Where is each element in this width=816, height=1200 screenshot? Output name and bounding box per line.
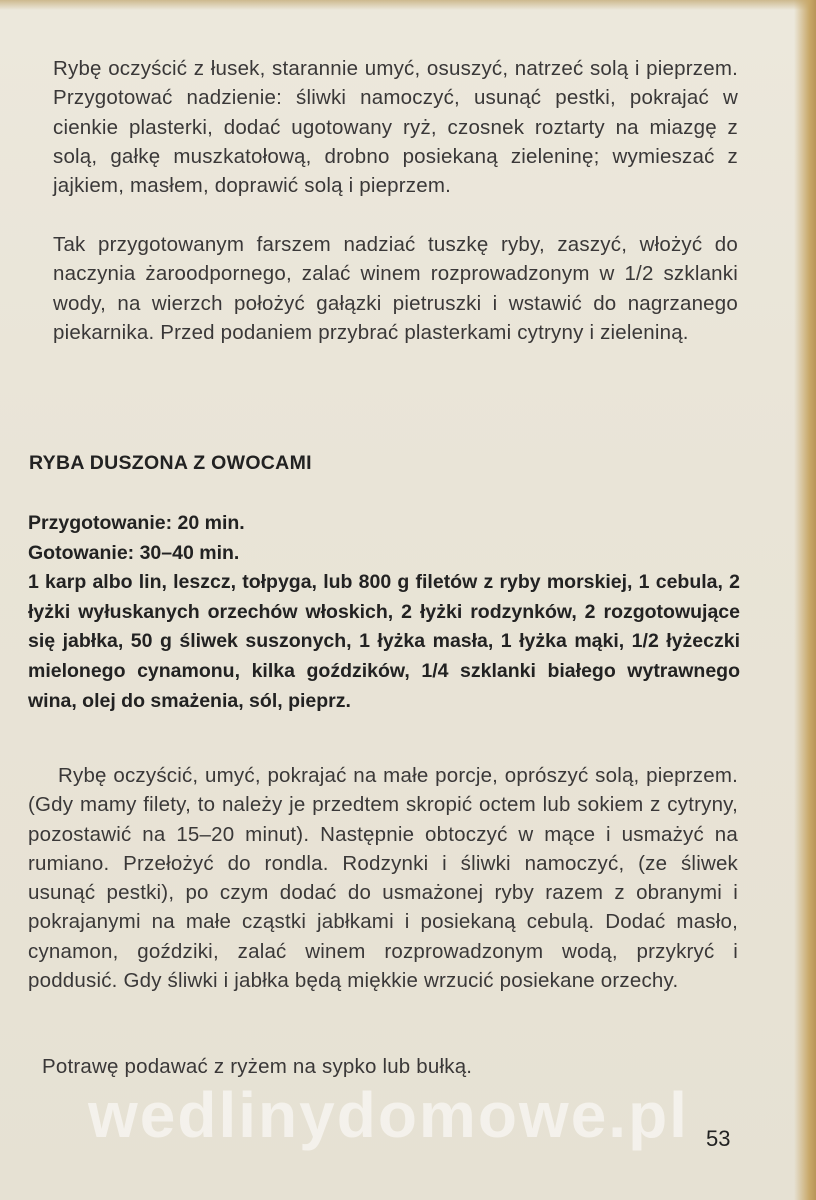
- page-number: 53: [706, 1126, 731, 1151]
- instruction-paragraph-2: Tak przygotowanym farszem nadziać tuszkę ryby, zaszyć, włożyć do naczynia żaroodpornego, zalać winem rozprowadzonym w 1/2 szklanki wody, na wierzch położyć gałązki pietruszki i wstawić do nagrzanego piekarnika. Przed podaniem przybrać plasterkami cytryny i zieleniną.: [53, 233, 738, 344]
- page-right-edge: [794, 0, 816, 1200]
- preparation-time: Przygotowanie: 20 min.: [28, 512, 245, 534]
- ingredients-list: 1 karp albo lin, leszcz, tołpyga, lub 800 g filetów z ryby morskiej, 1 cebula, 2 łyżki wyłuskanych orzechów włoskich, 2 łyżki rodzynków, 2 rozgotowujące się jabłka, 50 g śliwek suszonych, 1 łyżka masła, 1 łyżka mąki, 1/2 łyżeczki mielonego cynamonu, kilka goździków, 1/4 szklanki białego wytrawnego wina, olej do smażenia, sól, pieprz.: [28, 571, 740, 712]
- instruction-paragraph-1: Rybę oczyścić z łusek, starannie umyć, osuszyć, natrzeć solą i pieprzem. Przygotować nadzienie: śliwki namoczyć, usunąć pestki, pokrajać w cienkie plasterki, dodać ugotowany ryż, czosnek roztarty na miazgę z solą, gałkę muszkatołową, drobno posiekaną zieleninę; wymieszać z jajkiem, masłem, doprawić solą i pieprzem.: [53, 57, 738, 198]
- instruction-paragraph-3: Rybę oczyścić, umyć, pokrajać na małe porcje, oprószyć solą, pieprzem. (Gdy mamy filety, to należy je przedtem skropić octem lub sokiem z cytryny, pozostawić na 15–20 minut). Następnie obtoczyć w mące i usmażyć na rumiano. Przełożyć do rondla. Rodzynki i śliwki namoczyć, (ze śliwek usunąć pestki), po czym dodać do usmażonej ryby razem z obranymi i pokrajanymi na małe cząstki jabłkami i posiekaną cebulą. Dodać masło, cynamon, goździki, zalać winem rozprowadzonym wodą, przykryć i poddusić. Gdy śliwki i jabłka będą miękkie wrzucić posiekane orzechy.: [28, 764, 738, 993]
- watermark: wedlinydomowe.pl: [88, 1079, 689, 1151]
- recipe-title: RYBA DUSZONA Z OWOCAMI: [29, 452, 312, 474]
- serving-suggestion: Potrawę podawać z ryżem na sypko lub bułką.: [42, 1055, 473, 1078]
- page-top-edge: [0, 0, 816, 10]
- recipe-info-block: [28, 509, 740, 716]
- cooking-time: Gotowanie: 30–40 min.: [28, 541, 240, 564]
